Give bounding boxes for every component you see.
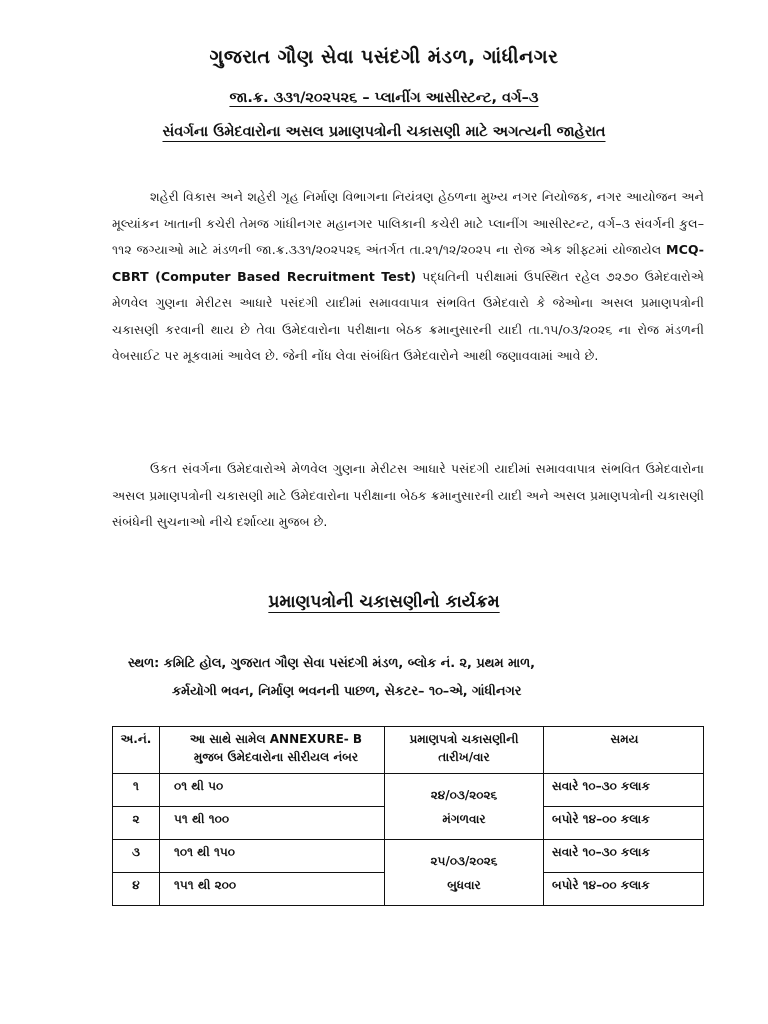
ad-reference (0, 90, 768, 106)
col-header-date-line1: પ્રમાણપત્રો ચકાસણીની (409, 732, 519, 746)
col-header-sr: અ.નં. (113, 727, 160, 774)
row-date: ૨૪/૦૩/૨૦૨૬ (430, 787, 498, 802)
schedule-heading (0, 592, 768, 612)
table-header-row (113, 727, 704, 774)
schedule-heading-text: પ્રમાણપત્રોની ચકાસણીનો કાર્યક્રમ (268, 592, 500, 612)
row-sr: ૨ (113, 807, 160, 840)
ad-reference-text: જા.ક્ર. ૩૩૧/૨૦૨૫૨૬ – પ્લાનીંગ આસીસ્ટન્ટ, વર્ગ–૩ (229, 90, 539, 106)
row-range: ૧૦૧ થી ૧૫૦ (160, 840, 385, 873)
row-time: સવારે ૧૦–૩૦ કલાક (544, 840, 704, 873)
row-range: ૧૫૧ થી ૨૦૦ (160, 873, 385, 906)
row-time: સવારે ૧૦–૩૦ કલાક (544, 774, 704, 807)
notice-title-text: સંવર્ગના ઉમેદવારોના અસલ પ્રમાણપત્રોની ચકાસણી માટે અગત્યની જાહેરાત (162, 124, 606, 140)
table-row (113, 840, 704, 873)
row-time: બપોરે ૧૪–૦૦ કલાક (544, 807, 704, 840)
venue-line-2: કર્મયોગી ભવન, નિર્માણ ભવનની પાછળ, સેકટર– ૧૦–એ, ગાંધીનગર (172, 684, 522, 699)
row-day: બુધવાર (447, 877, 481, 892)
row-date: ૨૫/૦૩/૨૦૨૬ (430, 853, 498, 868)
row-day: મંગળવાર (442, 811, 486, 826)
paragraph-1-part-b: પદ્ધતિની પરીક્ષામાં ઉપસ્થિત રહેલ ૭૨૭૦ ઉમેદવારોએ મેળવેલ ગુણના મેરીટસ આધારે પસંદગી યાદીમાં સમાવવાપાત્ર સંભવિત ઉમેદવારો કે જેઓના અસલ પ્રમાણપત્રોની ચકાસણી કરવાની થાય છે તેવા ઉમેદવારોના પરીક્ષાના બેઠક ક્રમાનુસારની યાદી તા.૧૫/૦૩/૨૦૨૬ ના રોજ મંડળની વેબસાઈટ પર મૂકવામાં આવેલ છે. જેની નોંધ લેવા સંબંધિત ઉમેદવારોને આથી જણાવવામાં આવે છે. (112, 268, 705, 363)
row-range: ૫૧ થી ૧૦૦ (160, 807, 385, 840)
venue-block (128, 650, 704, 706)
table-row (113, 774, 704, 807)
row-sr: ૪ (113, 873, 160, 906)
venue-line-1: સ્થળ: કમિટિ હોલ, ગુજરાત ગૌણ સેવા પસંદગી મંડળ, બ્લોક નં. ૨, પ્રથમ માળ, (128, 656, 535, 671)
schedule-table (112, 726, 704, 906)
col-header-date (385, 727, 544, 774)
row-date-cell (385, 840, 544, 906)
col-header-time: સમય (544, 727, 704, 774)
col-header-date-line2: તારીખ/વાર (438, 750, 490, 764)
col-header-range-line2: મુજબ ઉમેદવારોના સીરીયલ નંબર (193, 750, 359, 764)
col-header-range (160, 727, 385, 774)
paragraph-1-part-a: શહેરી વિકાસ અને શહેરી ગૃહ નિર્માણ વિભાગના નિયંત્રણ હેઠળના મુખ્ય નગર નિયોજક, નગર આયોજન અને મૂલ્યાંકન ખાતાની કચેરી તેમજ ગાંધીનગર મહાનગર પાલિકાની કચેરી માટે પ્લાનીંગ આસીસ્ટન્ટ, વર્ગ–૩ સંવર્ગની કુલ–૧૧૨ જગ્યાઓ માટે મંડળની જા.ક્ર.૩૩૧/૨૦૨૫૨૬ અંતર્ગત તા.૨૧/૧૨/૨૦૨૫ ના રોજ એક શીફ્ટમાં યોજાયેલ (112, 189, 704, 257)
col-header-range-line1: આ સાથે સામેલ ANNEXURE- B (189, 732, 363, 746)
paragraph-1 (112, 184, 704, 370)
row-sr: ૩ (113, 840, 160, 873)
row-range: ૦૧ થી ૫૦ (160, 774, 385, 807)
row-date-cell (385, 774, 544, 840)
row-time: બપોરે ૧૪–૦૦ કલાક (544, 873, 704, 906)
exam-mode-bold: MCQ-CBRT (Computer Based Recruitment Test) (112, 242, 704, 284)
org-title: ગુજરાત ગૌણ સેવા પસંદગી મંડળ, ગાંધીનગર (209, 46, 559, 68)
paragraph-2: ઉકત સંવર્ગના ઉમેદવારોએ મેળવેલ ગુણના મેરીટસ આધારે પસંદગી યાદીમાં સમાવવાપાત્ર સંભવિત ઉમેદવારોના અસલ પ્રમાણપત્રોની ચકાસણી માટે ઉમેદવારોના પરીક્ષાના બેઠક ક્રમાનુસારની યાદી અને અસલ પ્રમાણપત્રોની ચકાસણી સંબંધેની સુચનાઓ નીચે દર્શાવ્યા મુજબ છે. (112, 461, 704, 529)
row-sr: ૧ (113, 774, 160, 807)
notice-title (0, 124, 768, 140)
